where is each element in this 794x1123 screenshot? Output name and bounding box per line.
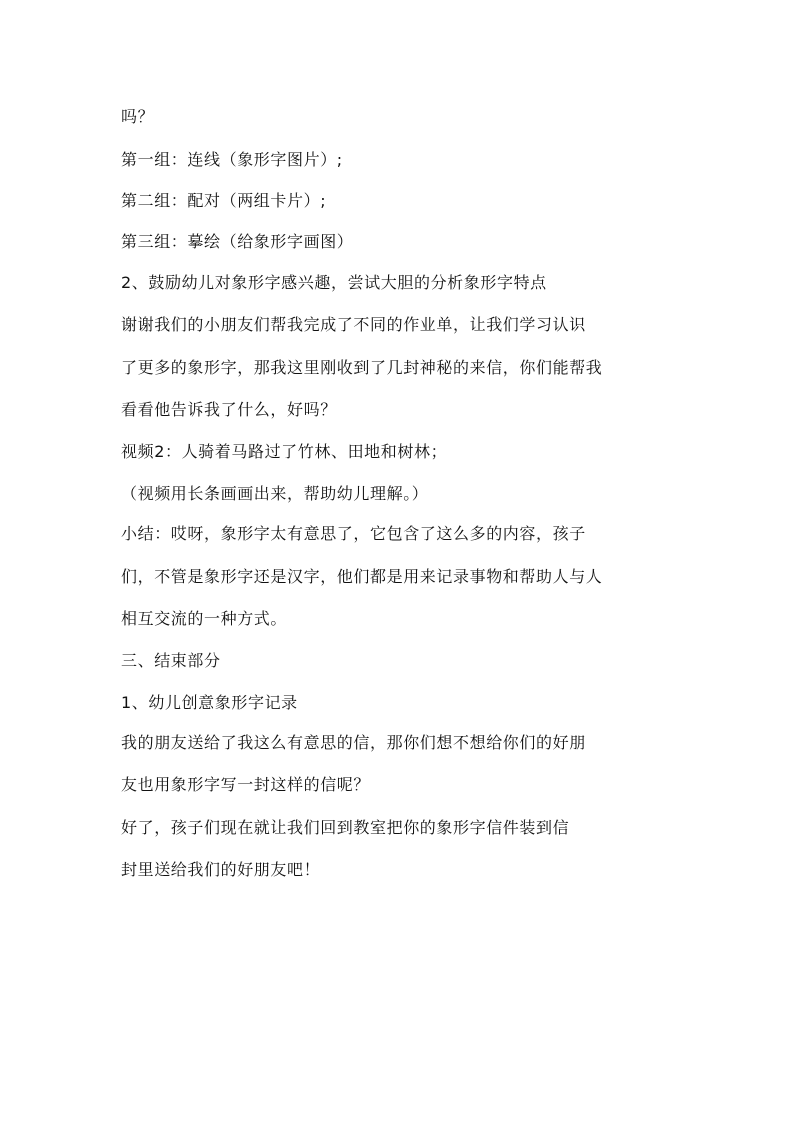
text-line: 我的朋友送给了我这么有意思的信，那你们想不想给你们的好朋 xyxy=(121,733,586,752)
text-line: 看看他告诉我了什么，好吗？ xyxy=(121,400,337,419)
text-line: 好了，孩子们现在就让我们回到教室把你的象形字信件装到信 xyxy=(121,818,570,837)
text-line: 相互交流的一种方式。 xyxy=(121,609,288,628)
text-line: 1、幼儿创意象形字记录 xyxy=(121,693,298,712)
text-line: 第二组：配对（两组卡片）; xyxy=(121,191,327,210)
text-line: 封里送给我们的好朋友吧！ xyxy=(121,860,321,879)
text-line: 友也用象形字写一封这样的信呢？ xyxy=(121,775,371,794)
text-line: 视频2：人骑着马路过了竹林、田地和树林； xyxy=(121,442,448,461)
text-line: （视频用长条画画出来，帮助幼儿理解。） xyxy=(121,484,429,503)
text-line: 了更多的象形字，那我这里刚收到了几封神秘的来信，你们能帮我 xyxy=(121,358,603,377)
text-line: 第一组：连线（象形字图片）; xyxy=(121,150,343,169)
text-line: 小结：哎呀，象形字太有意思了，它包含了这么多的内容，孩子 xyxy=(121,524,586,543)
text-line: 吗？ xyxy=(121,107,155,126)
text-line: 谢谢我们的小朋友们帮我完成了不同的作业单，让我们学习认识 xyxy=(121,315,586,334)
text-line: 们，不管是象形字还是汉字，他们都是用来记录事物和帮助人与人 xyxy=(121,567,603,586)
text-line: 2、鼓励幼儿对象形字感兴趣，尝试大胆的分析象形字特点 xyxy=(121,273,547,292)
text-line: 第三组：摹绘（给象形字画图） xyxy=(121,232,354,251)
text-line: 三、结束部分 xyxy=(121,651,221,670)
